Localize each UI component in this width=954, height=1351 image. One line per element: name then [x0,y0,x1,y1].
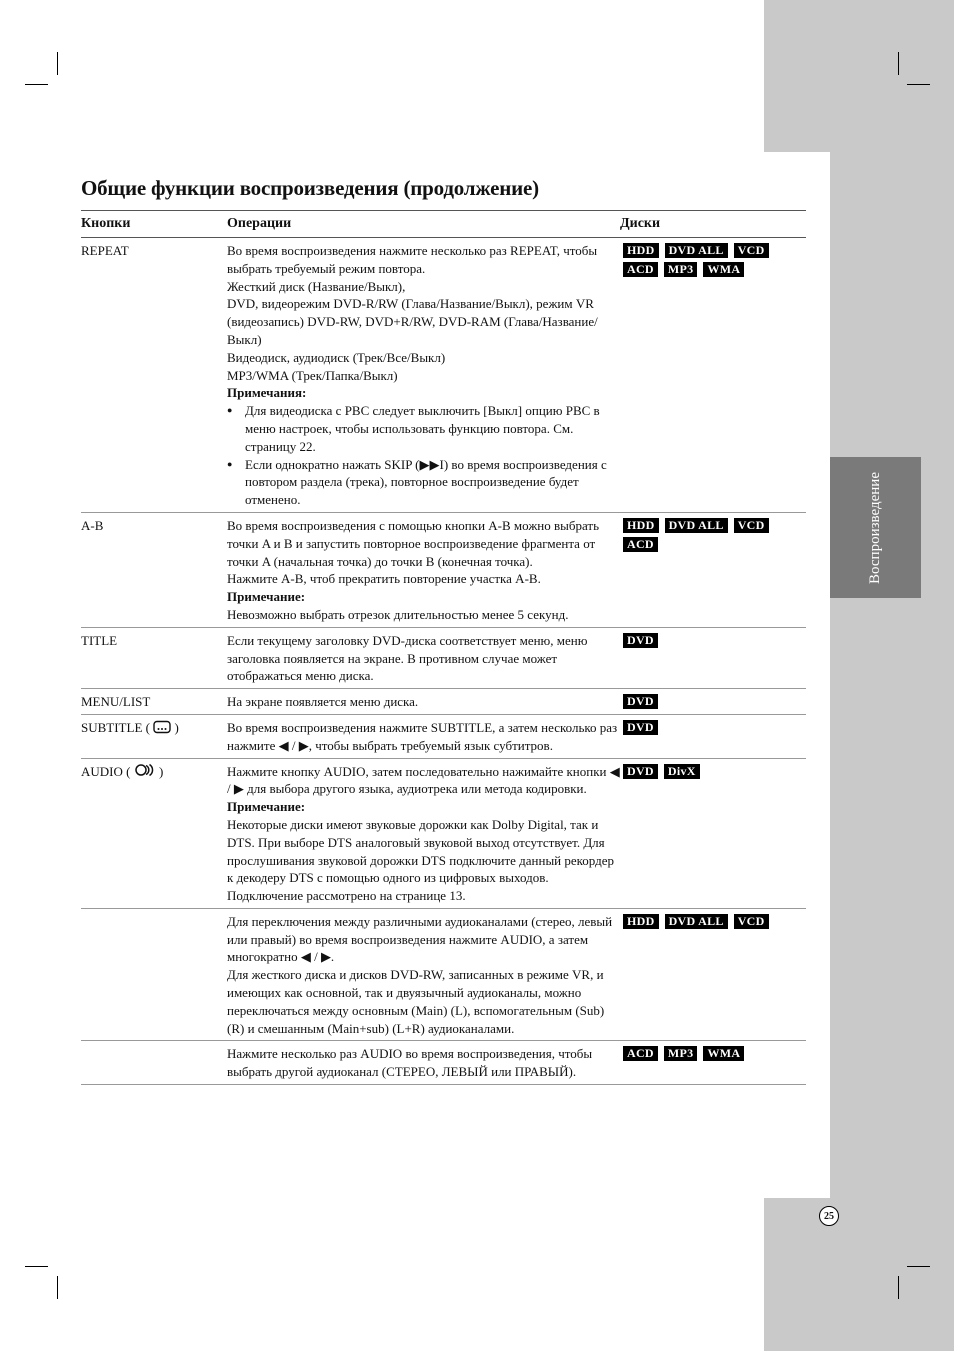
section-tab-label: Воспроизведение [867,471,883,584]
disc-badge: DVD [623,694,658,709]
disc-cell [620,242,806,509]
disc-badge: HDD [623,518,659,533]
right-margin-band-top [764,0,954,152]
page-title: Общие функции воспроизведения (продолжение) [81,176,539,200]
note-text: Невозможно выбрать отрезок длительностью менее 5 секунд. [227,606,569,622]
button-name-prefix: SUBTITLE ( [81,719,150,735]
crop-mark [25,84,48,85]
note-title: Примечания: [227,385,307,401]
table-row-audio [81,759,806,909]
button-name [81,719,227,755]
disc-badge: VCD [734,243,769,258]
right-margin-band [830,152,954,1198]
operation-text [227,913,620,1038]
disc-badge: MP3 [664,1046,698,1061]
button-name-suffix: ) [174,719,179,735]
operation-line: Нажмите кнопку AUDIO, затем последовательно нажимайте кнопки ◀ / ▶ для выбора другого языка, аудиотрека или метода кодировки. [227,763,620,797]
disc-badge: HDD [623,243,659,258]
button-name-empty [81,913,227,1038]
table-row-audio-stereo [81,1041,806,1085]
crop-mark [57,52,58,75]
operation-text [227,242,620,509]
note-title: Примечание: [227,589,306,605]
operation-text: Нажмите несколько раз AUDIO во время воспроизведения, чтобы выбрать другой аудиоканал (СТЕРЕО, ЛЕВЫЙ или ПРАВЫЙ). [227,1046,593,1080]
disc-badge: DVD [623,633,658,648]
operation-line: Во время воспроизведения с помощью кнопки A-B можно выбрать точки A и B и запустить повторное воспроизведение фрагмента от точки A (начальная точка) до точки B (конечная точка). [227,517,600,569]
operation-line: Жесткий диск (Название/Выкл), [227,278,406,294]
header-operations: Операции [227,216,292,231]
table-row-repeat [81,238,806,513]
disc-cell [620,517,806,624]
button-name: REPEAT [81,243,129,258]
crop-mark [898,1276,899,1299]
crop-mark [25,1266,48,1267]
subtitle-icon [153,720,171,739]
note-list [227,402,620,509]
disc-badge: DivX [664,764,700,779]
operation-text [227,763,620,905]
button-name: MENU/LIST [81,694,151,710]
button-name-prefix: AUDIO ( [81,763,131,779]
disc-badge: DVD [623,764,658,779]
disc-badge: VCD [734,518,769,533]
operation-text: На экране появляется меню диска. [227,694,419,710]
operation-line: Во время воспроизведения нажмите несколько раз REPEAT, чтобы выбрать требуемый режим повтора. [227,243,598,276]
crop-mark [898,52,899,75]
disc-badge: DVD ALL [665,914,728,929]
disc-badge: DVD [623,720,658,735]
crop-mark [907,84,930,85]
note-text: Некоторые диски имеют звуковые дорожки как Dolby Digital, так и DTS. При выборе DTS аналоговый звуковой выход отсутствует. Для прослушивания звуковой дорожки DTS подключите данный рекордер к декодеру DTS с помощью одного из цифровых выходов. Подключение рассмотрено на странице 13. [227,816,615,904]
operation-line: Для переключения между различными аудиоканалами (стерео, левый или правый) во время воспроизведения нажмите AUDIO, а затем многократно ◀ / ▶. [227,913,613,965]
operation-line: Видеодиск, аудиодиск (Трек/Все/Выкл) [227,349,446,365]
operation-line: Для жесткого диска и дисков DVD-RW, записанных в режиме VR, и имеющих как основной, так и двуязычный аудиоканалы, можно переключаться между основным (Main) (L), вспомогательным (Sub) (R) и смешанным (Main+sub) (L+R) аудиоканалами. [227,967,605,1036]
operation-text: Во время воспроизведения нажмите SUBTITLE, а затем несколько раз нажмите ◀ / ▶, чтобы выбрать требуемый язык субтитров. [227,719,618,753]
disc-cell [620,719,806,755]
disc-cell [620,632,806,685]
disc-badge: WMA [703,1046,744,1061]
operation-line: Нажмите A-B, чтоб прекратить повторение участка A-B. [227,571,541,587]
section-tab [830,457,921,598]
page-number: 25 [819,1206,839,1226]
note-title: Примечание: [227,799,306,815]
disc-badge: VCD [734,914,769,929]
disc-cell [620,763,806,905]
header-buttons: Кнопки [81,216,131,231]
table-row-subtitle [81,715,806,759]
operation-line: DVD, видеорежим DVD-R/RW (Глава/Название/Выкл), режим VR (видеозапись) DVD-RW, DVD+R/RW, DVD-RAM (Глава/Название/Выкл) [227,296,598,347]
button-name-empty [81,1045,227,1081]
disc-cell [620,913,806,1038]
audio-icon [134,763,156,782]
right-margin-band-bottom [764,1198,954,1351]
disc-badge: ACD [623,537,658,552]
crop-mark [57,1276,58,1299]
table-header [81,211,806,238]
table-row-ab [81,513,806,628]
functions-table [81,210,806,1085]
operation-text: Если текущему заголовку DVD-диска соответствует меню, меню заголовка появляется на экране. В противном случае может отображаться меню диска. [227,632,588,684]
operation-line: MP3/WMA (Трек/Папка/Выкл) [227,367,398,383]
disc-badge: ACD [623,1046,658,1061]
table-row-audio-channels [81,909,806,1042]
disc-cell [620,693,806,711]
note-item: ● Для видеодиска с PBC следует выключить [Выкл] опцию PBC в меню настроек, чтобы использовать функцию повтора. См. страницу 22. [227,402,620,455]
disc-badge: ACD [623,262,658,277]
button-name: A-B [81,517,104,533]
disc-badge: WMA [703,262,744,277]
note-item: ● Если однократно нажать SKIP (▶▶I) во время воспроизведения с повтором раздела (трека), повторное воспроизведение будет отменено. [227,456,620,509]
button-name: TITLE [81,632,118,648]
disc-cell [620,1045,806,1081]
header-discs: Диски [620,216,661,231]
disc-badge: HDD [623,914,659,929]
crop-mark [907,1266,930,1267]
operation-text [227,517,620,624]
button-name-suffix: ) [158,763,164,779]
table-row-menu-list [81,689,806,715]
disc-badge: DVD ALL [665,243,728,258]
disc-badge: DVD ALL [665,518,728,533]
disc-badge: MP3 [664,262,698,277]
table-row-title [81,628,806,689]
button-name [81,763,227,905]
